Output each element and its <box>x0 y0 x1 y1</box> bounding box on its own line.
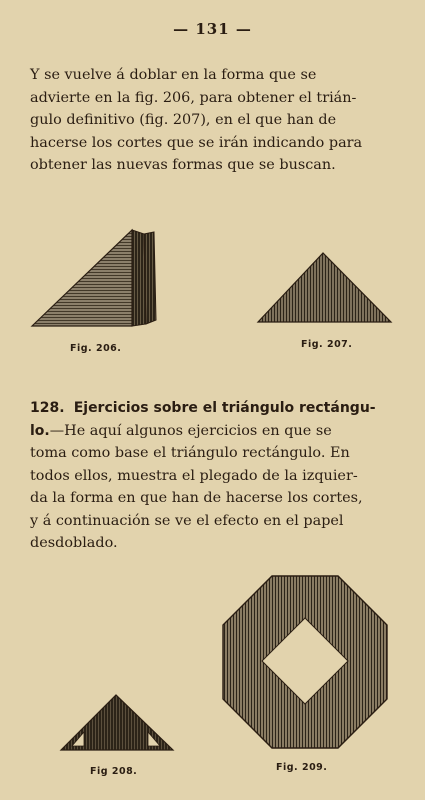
figure-207-triangle <box>255 250 395 325</box>
figure-208-caption: Fig 208. <box>90 766 138 777</box>
paragraph-line: advierte en la fig. 206, para obtener el trián- <box>30 89 357 106</box>
figure-209-octagon <box>220 573 390 751</box>
figure-206-folded-triangle <box>28 226 168 331</box>
section-number: 128. <box>30 400 65 416</box>
paragraph-line: todos ellos, muestra el plegado de la izquier- <box>30 467 358 484</box>
figure-206-caption: Fig. 206. <box>70 343 122 354</box>
section-title-end: lo. <box>30 422 50 439</box>
paragraph-line: y á continuación se ve el efecto en el papel <box>30 512 344 529</box>
section-title: Ejercicios sobre el triángulo rectángu- <box>73 400 376 416</box>
paragraph-line: da la forma en que han de hacerse los cortes, <box>30 490 363 506</box>
figure-208-cut-triangle <box>58 692 176 754</box>
paragraph-line: Y se vuelve á doblar en la forma que se <box>30 67 317 83</box>
paragraph-line: gulo definitivo (fig. 207), en el que han de <box>30 112 337 128</box>
paragraph-line: —He aquí algunos ejercicios en que se <box>49 422 332 439</box>
paragraph-line: desdoblado. <box>30 535 118 551</box>
paragraph-line: toma como base el triángulo rectángulo. En <box>30 445 350 461</box>
figure-207-caption: Fig. 207. <box>301 339 353 350</box>
figure-209-caption: Fig. 209. <box>276 762 328 773</box>
section-128-paragraph <box>30 397 398 555</box>
intro-paragraph <box>30 64 398 177</box>
paragraph-line: obtener las nuevas formas que se buscan. <box>30 157 336 173</box>
paragraph-line: hacerse los cortes que se irán indicando para <box>30 134 363 151</box>
page-number: — 131 — <box>173 20 252 38</box>
